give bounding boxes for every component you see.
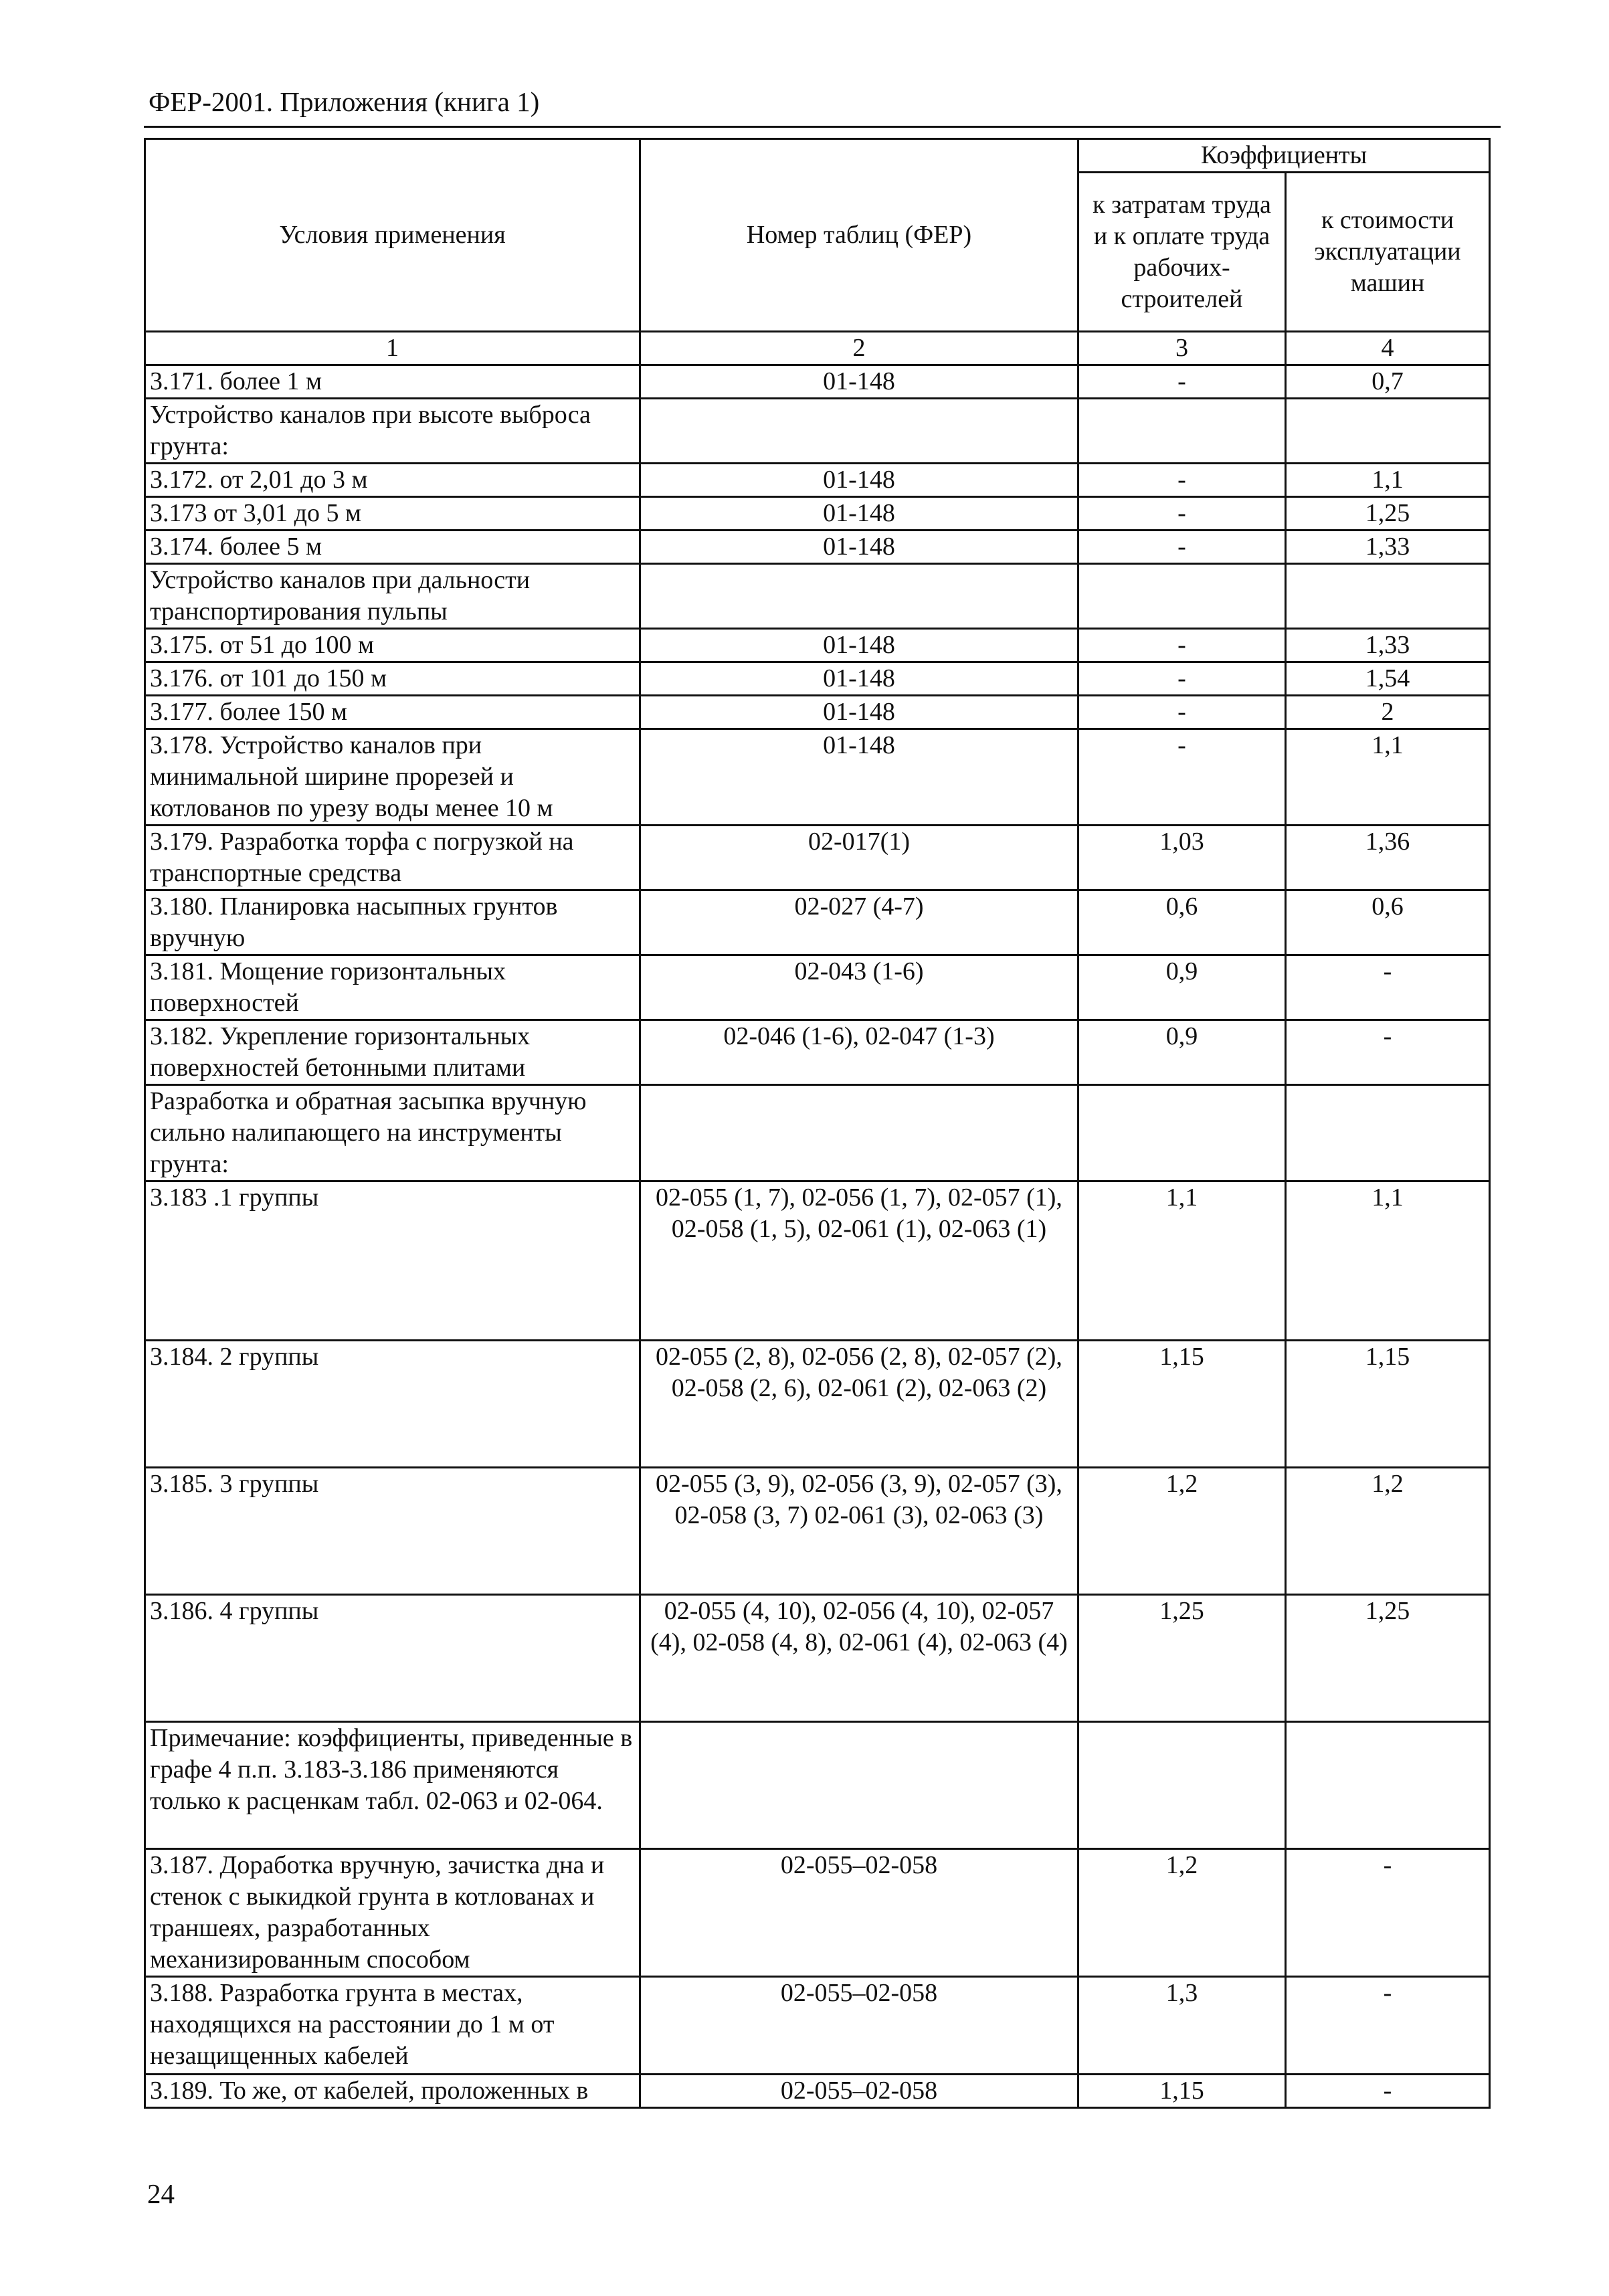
table-number-cell: 01-148 <box>640 629 1078 662</box>
column-numbers-row <box>145 332 1490 365</box>
table-number-cell: 02-017(1) <box>640 826 1078 890</box>
table-row <box>145 1020 1490 1085</box>
table-number-cell: 02-046 (1-6), 02-047 (1-3) <box>640 1020 1078 1085</box>
header-conditions: Условия применения <box>145 139 640 332</box>
condition-cell: 3.173 от 3,01 до 5 м <box>145 497 640 531</box>
header-machine-coeff: к стоимости эксплуатации машин <box>1286 173 1490 332</box>
page-header-title: ФЕР-2001. Приложения (книга 1) <box>149 86 540 117</box>
table-number-cell: 01-148 <box>640 662 1078 696</box>
machine-coeff-cell: 1,1 <box>1286 729 1490 826</box>
table-number-cell: 02-055 (1, 7), 02-056 (1, 7), 02-057 (1), 02-058 (1, 5), 02-061 (1), 02-063 (1) <box>640 1181 1078 1341</box>
table-row <box>145 826 1490 890</box>
table-row <box>145 365 1490 399</box>
condition-cell: 3.182. Укрепление горизонтальных поверхностей бетонными плитами <box>145 1020 640 1085</box>
labor-coeff-cell: 1,03 <box>1078 826 1286 890</box>
column-number: 2 <box>640 332 1078 365</box>
header-table-number: Номер таблиц (ФЕР) <box>640 139 1078 332</box>
table-row <box>145 1977 1490 2075</box>
labor-coeff-cell: - <box>1078 729 1286 826</box>
table-number-cell: 01-148 <box>640 696 1078 729</box>
table-number-cell: 02-027 (4-7) <box>640 890 1078 955</box>
labor-coeff-cell <box>1078 1722 1286 1849</box>
machine-coeff-cell: 1,33 <box>1286 629 1490 662</box>
table-number-cell: 02-055 (4, 10), 02-056 (4, 10), 02-057 (4), 02-058 (4, 8), 02-061 (4), 02-063 (4) <box>640 1595 1078 1722</box>
table-row <box>145 1085 1490 1181</box>
labor-coeff-cell: - <box>1078 531 1286 564</box>
condition-cell: 3.176. от 101 до 150 м <box>145 662 640 696</box>
table-row <box>145 1722 1490 1849</box>
condition-cell: 3.184. 2 группы <box>145 1341 640 1468</box>
condition-cell: 3.174. более 5 м <box>145 531 640 564</box>
table-number-cell: 02-055 (2, 8), 02-056 (2, 8), 02-057 (2), 02-058 (2, 6), 02-061 (2), 02-063 (2) <box>640 1341 1078 1468</box>
condition-cell: 3.172. от 2,01 до 3 м <box>145 464 640 497</box>
labor-coeff-cell: - <box>1078 662 1286 696</box>
header-labor-coeff: к затратам труда и к оплате труда рабочих-строителей <box>1078 173 1286 332</box>
column-number: 1 <box>145 332 640 365</box>
table-row <box>145 1341 1490 1468</box>
labor-coeff-cell: 0,9 <box>1078 955 1286 1020</box>
table-row <box>145 564 1490 629</box>
table-number-cell <box>640 1722 1078 1849</box>
machine-coeff-cell: 0,6 <box>1286 890 1490 955</box>
machine-coeff-cell: 1,25 <box>1286 1595 1490 1722</box>
page-number: 24 <box>147 2178 175 2209</box>
labor-coeff-cell: 1,15 <box>1078 1341 1286 1468</box>
machine-coeff-cell <box>1286 564 1490 629</box>
condition-cell: 3.179. Разработка торфа с погрузкой на транспортные средства <box>145 826 640 890</box>
condition-cell: Разработка и обратная засыпка вручную сильно налипающего на инструменты грунта: <box>145 1085 640 1181</box>
table-row <box>145 399 1490 464</box>
coefficients-table <box>144 138 1491 2109</box>
machine-coeff-cell <box>1286 1085 1490 1181</box>
machine-coeff-cell: 1,36 <box>1286 826 1490 890</box>
machine-coeff-cell: - <box>1286 1977 1490 2075</box>
table-row <box>145 696 1490 729</box>
machine-coeff-cell: - <box>1286 1020 1490 1085</box>
labor-coeff-cell: 1,3 <box>1078 1977 1286 2075</box>
machine-coeff-cell: 1,1 <box>1286 1181 1490 1341</box>
table-row <box>145 629 1490 662</box>
machine-coeff-cell: 2 <box>1286 696 1490 729</box>
condition-cell: 3.187. Доработка вручную, зачистка дна и стенок с выкидкой грунта в котлованах и траншеях, разработанных механизированным способом <box>145 1849 640 1977</box>
table-number-cell: 02-055–02-058 <box>640 1849 1078 1977</box>
labor-coeff-cell <box>1078 1085 1286 1181</box>
table-row <box>145 662 1490 696</box>
condition-cell: Примечание: коэффициенты, приведенные в графе 4 п.п. 3.183-3.186 применяются только к расценкам табл. 02-063 и 02-064. <box>145 1722 640 1849</box>
table-row <box>145 464 1490 497</box>
labor-coeff-cell: - <box>1078 464 1286 497</box>
labor-coeff-cell: - <box>1078 365 1286 399</box>
machine-coeff-cell: - <box>1286 955 1490 1020</box>
header-rule <box>144 126 1501 128</box>
table-row <box>145 729 1490 826</box>
machine-coeff-cell: 1,25 <box>1286 497 1490 531</box>
column-number: 3 <box>1078 332 1286 365</box>
column-number: 4 <box>1286 332 1490 365</box>
condition-cell: Устройство каналов при дальности транспортирования пульпы <box>145 564 640 629</box>
labor-coeff-cell: 1,25 <box>1078 1595 1286 1722</box>
labor-coeff-cell <box>1078 564 1286 629</box>
table-row <box>145 1468 1490 1595</box>
machine-coeff-cell: - <box>1286 2075 1490 2108</box>
table-row <box>145 1849 1490 1977</box>
condition-cell: 3.178. Устройство каналов при минимальной ширине прорезей и котлованов по урезу воды менее 10 м <box>145 729 640 826</box>
labor-coeff-cell: 0,9 <box>1078 1020 1286 1085</box>
labor-coeff-cell: 1,15 <box>1078 2075 1286 2108</box>
table-number-cell: 01-148 <box>640 464 1078 497</box>
condition-cell: 3.177. более 150 м <box>145 696 640 729</box>
machine-coeff-cell <box>1286 399 1490 464</box>
table-row <box>145 1181 1490 1341</box>
condition-cell: 3.175. от 51 до 100 м <box>145 629 640 662</box>
table-number-cell: 01-148 <box>640 531 1078 564</box>
machine-coeff-cell: 1,1 <box>1286 464 1490 497</box>
table-row <box>145 955 1490 1020</box>
machine-coeff-cell: - <box>1286 1849 1490 1977</box>
table-number-cell: 02-055–02-058 <box>640 2075 1078 2108</box>
table-row <box>145 497 1490 531</box>
condition-cell: 3.186. 4 группы <box>145 1595 640 1722</box>
labor-coeff-cell: 1,1 <box>1078 1181 1286 1341</box>
machine-coeff-cell: 0,7 <box>1286 365 1490 399</box>
machine-coeff-cell: 1,33 <box>1286 531 1490 564</box>
condition-cell: 3.185. 3 группы <box>145 1468 640 1595</box>
condition-cell: 3.181. Мощение горизонтальных поверхностей <box>145 955 640 1020</box>
table-number-cell: 01-148 <box>640 729 1078 826</box>
labor-coeff-cell: 1,2 <box>1078 1849 1286 1977</box>
table-number-cell <box>640 399 1078 464</box>
table-row <box>145 890 1490 955</box>
table-row <box>145 531 1490 564</box>
condition-cell: 3.183 .1 группы <box>145 1181 640 1341</box>
table-number-cell: 01-148 <box>640 365 1078 399</box>
labor-coeff-cell: - <box>1078 696 1286 729</box>
table-number-cell: 02-055–02-058 <box>640 1977 1078 2075</box>
labor-coeff-cell: - <box>1078 629 1286 662</box>
table-row <box>145 2075 1490 2108</box>
table-number-cell <box>640 564 1078 629</box>
table-number-cell <box>640 1085 1078 1181</box>
machine-coeff-cell: 1,2 <box>1286 1468 1490 1595</box>
machine-coeff-cell: 1,15 <box>1286 1341 1490 1468</box>
table-row <box>145 1595 1490 1722</box>
machine-coeff-cell: 1,54 <box>1286 662 1490 696</box>
labor-coeff-cell: - <box>1078 497 1286 531</box>
condition-cell: 3.188. Разработка грунта в местах, находящихся на расстоянии до 1 м от незащищенных кабелей <box>145 1977 640 2075</box>
machine-coeff-cell <box>1286 1722 1490 1849</box>
labor-coeff-cell: 0,6 <box>1078 890 1286 955</box>
condition-cell: 3.189. То же, от кабелей, проложенных в <box>145 2075 640 2108</box>
table-number-cell: 02-043 (1-6) <box>640 955 1078 1020</box>
labor-coeff-cell: 1,2 <box>1078 1468 1286 1595</box>
header-coefficients: Коэффициенты <box>1078 139 1490 173</box>
table-number-cell: 01-148 <box>640 497 1078 531</box>
condition-cell: Устройство каналов при высоте выброса грунта: <box>145 399 640 464</box>
table-number-cell: 02-055 (3, 9), 02-056 (3, 9), 02-057 (3), 02-058 (3, 7) 02-061 (3), 02-063 (3) <box>640 1468 1078 1595</box>
condition-cell: 3.171. более 1 м <box>145 365 640 399</box>
condition-cell: 3.180. Планировка насыпных грунтов вручную <box>145 890 640 955</box>
labor-coeff-cell <box>1078 399 1286 464</box>
